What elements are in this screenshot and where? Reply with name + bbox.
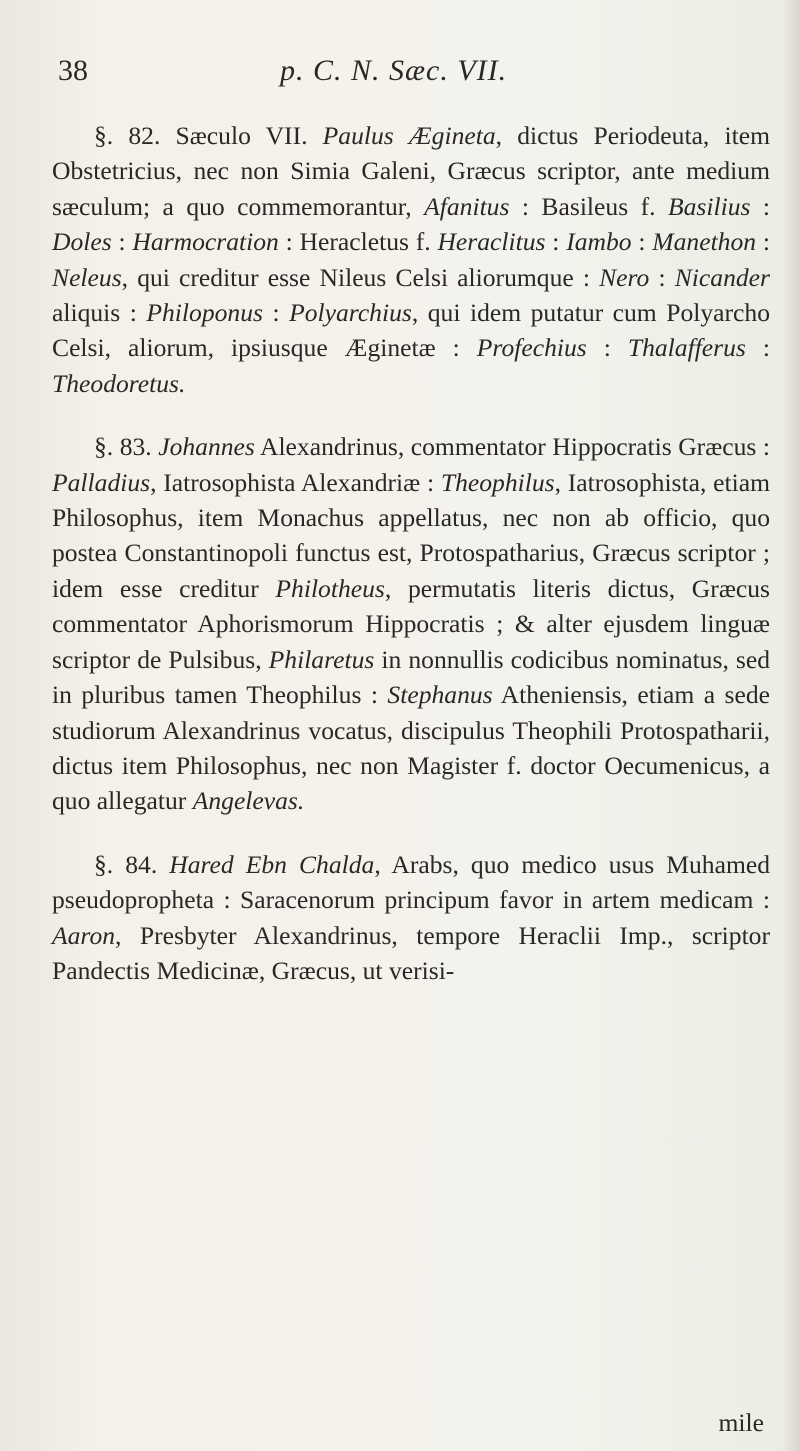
text-run: : bbox=[262, 298, 290, 328]
italic-name: Aaron bbox=[52, 920, 116, 950]
page-header bbox=[58, 50, 758, 100]
text-run: §. 84. bbox=[94, 849, 170, 879]
text-run: aliquis : bbox=[52, 298, 147, 328]
text-run: , Iatrosophista, etiam Philosophus, item Monachus appellatus, nec non ab officio, quo postea Constantinopoli functus est, Protospatharius, Græcus scriptor ; idem esse creditur bbox=[52, 467, 770, 603]
text-run: , Arabs, quo medico usus Muhamed pseudopropheta : Saracenorum principum favor in artem medicam : bbox=[52, 849, 771, 915]
text-run: §. 82. bbox=[94, 121, 176, 150]
text-run: , Presbyter Alexandrinus, tempore Heraclii Imp., scriptor Pandectis Medicinæ, Græcus, ut verisi- bbox=[52, 920, 770, 985]
page-gutter-shadow bbox=[782, 0, 800, 1451]
italic-name: Johannes bbox=[158, 432, 255, 462]
italic-name: Hared Ebn Chalda bbox=[169, 849, 375, 879]
italic-name: Basilius bbox=[667, 191, 751, 221]
text-run: : bbox=[631, 227, 653, 257]
main-text bbox=[52, 118, 770, 988]
text-run: : Basileus f. bbox=[509, 191, 668, 221]
paragraph-83 bbox=[52, 429, 770, 818]
italic-name: Nicander bbox=[674, 262, 770, 292]
text-run: Atheniensis, etiam a sede studiorum Alexandrinus vocatus, discipulus Theophili Protospatharii, dictus item Philosophus, nec non Magister f. doctor Oecumenicus, a quo allegatur bbox=[52, 680, 770, 816]
italic-name: Harmocration bbox=[132, 227, 279, 257]
italic-name: Theodoretus. bbox=[52, 368, 186, 398]
italic-name: Nero bbox=[599, 262, 650, 292]
italic-name: Polyarchius bbox=[289, 298, 412, 328]
text-run: , Iatrosophista Alexandriæ : bbox=[150, 467, 441, 497]
italic-name: Paulus Æginetа bbox=[322, 121, 496, 150]
italic-name: Stephanus bbox=[387, 680, 493, 710]
text-run: Sæculo VII. bbox=[175, 121, 323, 150]
italic-name: Angelevas. bbox=[192, 786, 305, 816]
italic-name: Profechius bbox=[476, 333, 587, 363]
italic-name: Neleus bbox=[52, 262, 122, 292]
text-run: : bbox=[586, 333, 628, 363]
italic-name: Philotheus bbox=[275, 573, 385, 603]
running-head: p. C. N. Sæc. VII. bbox=[280, 54, 508, 87]
text-run: §. 83. bbox=[94, 432, 159, 462]
italic-name: Afanitus bbox=[424, 191, 510, 221]
catchword: mile bbox=[718, 1408, 764, 1437]
italic-name: Philaretus bbox=[268, 644, 375, 674]
page-number: 38 bbox=[58, 54, 88, 87]
italic-name: Doles bbox=[52, 227, 112, 257]
italic-name: Thalafferus bbox=[627, 333, 746, 363]
italic-name: Heraclitus bbox=[437, 227, 546, 257]
text-run: , dictus Periodeuta, item Obstetricius, nec non Simia Galeni, Græcus scriptor, ante medium sæculum; a quo commemorantur, bbox=[52, 121, 770, 221]
italic-name: Philoponus bbox=[146, 298, 263, 328]
text-run: : bbox=[750, 191, 770, 221]
text-run: : Heracletus f. bbox=[278, 227, 438, 257]
text-run: in nonnullis codicibus nominatus, sed in pluribus tamen Theophilus : bbox=[52, 644, 771, 710]
italic-name: Manethon bbox=[652, 227, 757, 257]
text-run: : bbox=[745, 333, 770, 363]
text-run: : bbox=[545, 227, 567, 257]
text-run: Alexandrinus, commentator Hippocratis Græcus : bbox=[254, 432, 770, 462]
paragraph-82 bbox=[52, 118, 770, 401]
italic-name: Palladius bbox=[52, 467, 151, 497]
text-run: , qui creditur esse Nileus Celsi aliorumque : bbox=[121, 262, 600, 292]
italic-name: Theophilus bbox=[440, 467, 555, 497]
text-run: : bbox=[649, 262, 675, 292]
text-run: , permutatis literis dictus, Græcus commentator Aphorismorum Hippocratis ; & alter ejusdem linguæ scriptor de Pulsibus, bbox=[52, 573, 771, 674]
italic-name: Iambo bbox=[566, 227, 632, 257]
text-run: , qui idem putatur cum Polyarcho Celsi, aliorum, ipsiusque Æginetæ : bbox=[52, 298, 770, 363]
paragraph-84 bbox=[52, 847, 770, 989]
text-run: : bbox=[756, 227, 770, 257]
text-run: : bbox=[111, 227, 133, 257]
